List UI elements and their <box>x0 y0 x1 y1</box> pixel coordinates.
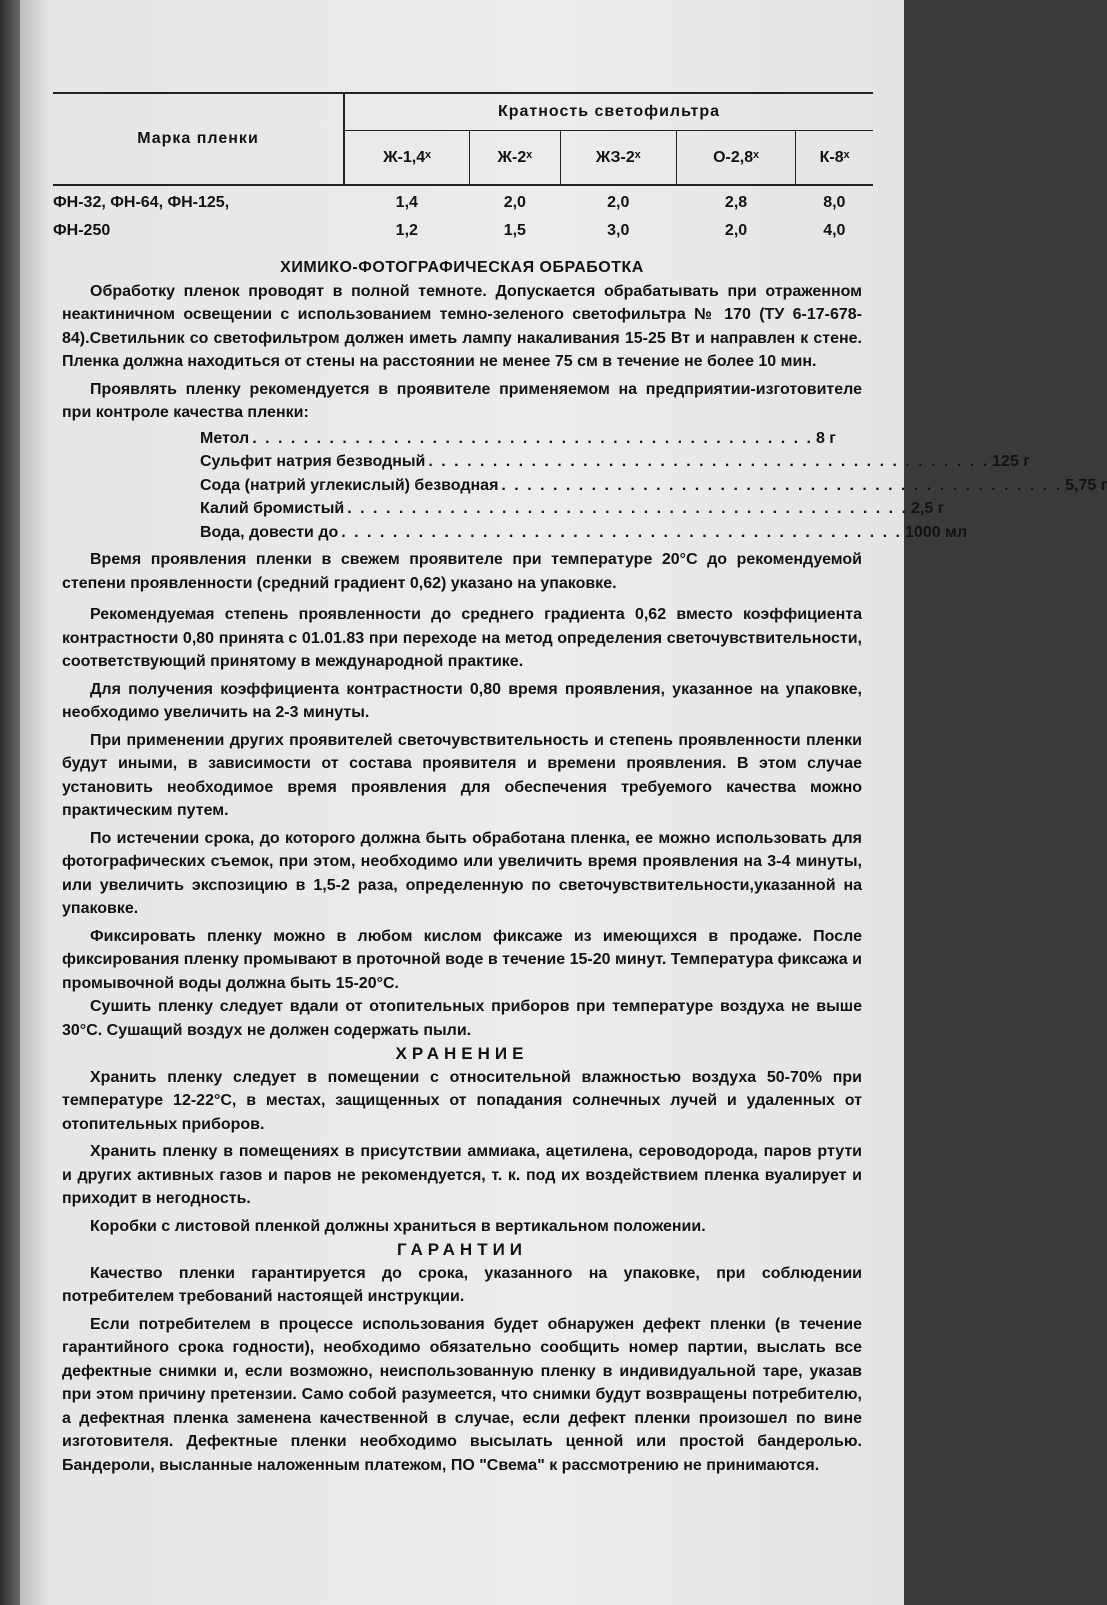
recipe-ingredient: Сульфит натрия безводный <box>200 453 426 470</box>
page-edge-shadow <box>0 0 20 1605</box>
paragraph: Обработку пленок проводят в полной темноте. Допускается обрабатывать при отраженном неактиничном освещении с использованием темно-зеленого светофильтра № 170 (ТУ 6-17-678-84).Светильник со светофильтром должен иметь лампу накаливания 15-25 Вт и направлен к стене. Пленка должна находиться от стены на расстоянии не менее 75 см в течение не более 10 мин. <box>62 282 862 370</box>
leader-dots: . . . . . . . . . . . . . . . . . . . . . . . . . . . . . . . . . . . . . . . . . . . . <box>341 523 902 541</box>
paragraph: Фиксировать пленку можно в любом кислом фиксаже из имеющихся в продаже. После фиксирования пленку промывают в проточной воде в течение 15-20 минут. Температура фиксажа и промывочной воды должна быть 15-20°С. <box>62 927 862 992</box>
recipe-row <box>200 427 836 451</box>
paragraph: Хранить пленку в помещениях в присутствии аммиака, ацетилена, сероводорода, паров ртути и других активных газов и паров не рекомендуется, т. к. под их воздействием пленка вуалирует и приходит в негодность. <box>62 1143 862 1207</box>
paragraph: Если потребителем в процессе использования будет обнаружен дефект пленки (в течение гарантийного срока годности), необходимо обязательно сообщить номер партии, выслать все дефектные снимки и, если возможно, неиспользованную пленку в индивидуальной таре, указав при этом причину претензии. Само собой разумеется, что снимки будут возвращены потребителю, а дефектная пленка заменена качественной в случае, если дефект пленки произошел по вине изготовителя. Дефектные пленки необходимо высылать ценной или простой бандеролью. Бандероли, высланные наложенным платежом, ПО "Свема" к рассмотрению не принимаются. <box>62 1315 862 1474</box>
developer-recipe <box>200 427 1107 545</box>
leader-dots: . . . . . . . . . . . . . . . . . . . . . . . . . . . . . . . . . . . . . . . . . . . . <box>428 453 990 470</box>
paragraph: Рекомендуемая степень проявленности до среднего градиента 0,62 вместо коэффициента контрастности 0,80 принята с 01.01.83 при переходе на метод определения светочувствительности, соответствующий принятому в международной практике. <box>62 606 862 670</box>
table-cell-value: 2,0 <box>607 194 630 211</box>
table-header-brand: Марка пленки <box>53 93 344 185</box>
recipe-ingredient: Калий бромистый <box>200 500 345 517</box>
table-cell-value: 1,5 <box>503 222 526 239</box>
table-header-multiplicity: Кратность светофильтра <box>344 93 873 131</box>
section-title-storage: ХРАНЕНИЕ <box>395 1044 529 1063</box>
recipe-ingredient: Метол <box>200 429 250 447</box>
table-cell-value: 4,0 <box>823 222 846 239</box>
table-cell-value: 2,0 <box>503 194 526 211</box>
instruction-text <box>62 256 1107 1477</box>
recipe-ingredient: Сода (натрий углекислый) безводная <box>200 476 499 494</box>
table-row <box>53 185 873 214</box>
table-header-filter: О-2,8ˣ <box>676 131 795 185</box>
table-header-filter: К-8ˣ <box>796 131 873 185</box>
table-cell-value: 2,8 <box>724 194 748 211</box>
recipe-amount: 1000 мл <box>905 523 968 541</box>
recipe-amount: 5,75 г <box>1065 476 1107 494</box>
table-row <box>53 214 873 242</box>
paragraph: Проявлять пленку рекомендуется в проявителе применяемом на предприятии-изготовителе при контроле качества пленки: <box>62 380 862 421</box>
section-title-processing: ХИМИКО-ФОТОГРАФИЧЕСКАЯ ОБРАБОТКА <box>280 259 644 276</box>
paragraph: Коробки с листовой пленкой должны храниться в вертикальном положении. <box>90 1217 706 1235</box>
section-title-guarantee: ГАРАНТИИ <box>396 1240 528 1259</box>
table-header-filter: Ж-1,4ˣ <box>344 131 470 185</box>
leader-dots: . . . . . . . . . . . . . . . . . . . . . . . . . . . . . . . . . . . . . . . . . . . . <box>252 429 813 447</box>
table-header-filter: Ж-2ˣ <box>470 131 560 185</box>
filter-multiplicity-table <box>53 92 873 242</box>
recipe-amount: 125 г <box>992 453 1030 470</box>
recipe-ingredient: Вода, довести до <box>200 523 339 541</box>
paragraph: Сушить пленку следует вдали от отопительных приборов при температуре воздуха не выше 30°С. Сушащий воздух не должен содержать пыли. <box>62 998 862 1039</box>
table-cell-value: 1,2 <box>395 222 418 239</box>
leader-dots: . . . . . . . . . . . . . . . . . . . . . . . . . . . . . . . . . . . . . . . . . . . . <box>501 476 1063 494</box>
table-header-filter: ЖЗ-2ˣ <box>560 131 676 185</box>
table-cell-brand: ФН-250 <box>53 222 111 239</box>
paragraph: Хранить пленку следует в помещении с относительной влажностью воздуха 50-70% при температуре 12-22°С, в местах, защищенных от попадания солнечных лучей и удаленных от отопительных приборов. <box>62 1068 862 1133</box>
table-cell-value: 8,0 <box>823 194 846 211</box>
leader-dots: . . . . . . . . . . . . . . . . . . . . . . . . . . . . . . . . . . . . . . . . . . . . <box>347 500 909 517</box>
recipe-row <box>200 474 1107 498</box>
paragraph: Время проявления пленки в свежем проявителе при температуре 20°С до рекомендуемой степени проявленности (средний градиент 0,62) указано на упаковке. <box>62 551 862 592</box>
recipe-row <box>200 521 968 545</box>
table-cell-value: 3,0 <box>607 222 630 239</box>
table-cell-brand: ФН-32, ФН-64, ФН-125, <box>53 194 230 211</box>
recipe-amount: 8 г <box>815 429 836 447</box>
recipe-amount: 2,5 г <box>911 500 945 517</box>
document-page <box>20 0 1107 1605</box>
paragraph: По истечении срока, до которого должна быть обработана пленка, ее можно использовать для фотографических съемок, при этом, необходимо или увеличить время проявления на 3-4 минуты, или увеличить экспозицию в 1,5-2 раза, определенную по светочувствительности,указанной на упаковке. <box>62 829 862 917</box>
table-cell-value: 1,4 <box>395 194 418 211</box>
recipe-row <box>200 450 1030 474</box>
recipe-row <box>200 497 945 521</box>
paragraph: Качество пленки гарантируется до срока, указанного на упаковке, при соблюдении потребителем требований настоящей инструкции. <box>62 1264 862 1305</box>
paragraph: При применении других проявителей светочувствительность и степень проявленности пленки будут иными, в зависимости от состава проявителя и времени проявления. В этом случае установить необходимое время проявления для обеспечения требуемого качества можно практическим путем. <box>62 731 862 819</box>
table-cell-value: 2,0 <box>724 222 748 239</box>
paragraph: Для получения коэффициента контрастности 0,80 время проявления, указанное на упаковке, необходимо увеличить на 2-3 минуты. <box>62 680 862 721</box>
